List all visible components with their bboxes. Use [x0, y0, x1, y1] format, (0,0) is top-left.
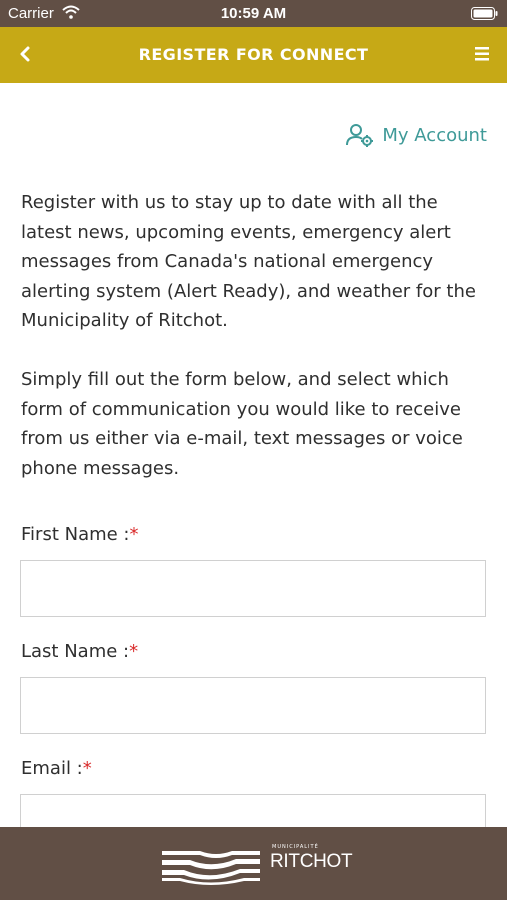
intro-paragraph: Register with us to stay up to date with all the latest news, upcoming events, emergency alert messages from Canada's national emergency alerting system (Alert Ready), and weather for the Municipality of Ritchot.	[21, 192, 476, 331]
battery-icon	[471, 7, 498, 20]
clock: 10:59 AM	[220, 5, 287, 22]
last-name-label: Last Name :*	[21, 641, 139, 662]
last-name-input[interactable]	[20, 677, 486, 734]
carrier-label: Carrier	[8, 5, 54, 22]
required-marker: *	[129, 641, 139, 662]
logo-subtitle: MUNICIPALITÉ	[272, 844, 319, 850]
status-bar	[0, 0, 507, 27]
intro-text	[21, 188, 491, 513]
hamburger-menu-icon[interactable]	[473, 45, 491, 63]
email-label: Email :*	[21, 758, 92, 779]
intro-paragraph: Simply fill out the form below, and select which form of communication you would like to receive from us either via e-mail, text messages or voice phone messages.	[21, 369, 463, 479]
app-header	[0, 27, 507, 83]
my-account-link[interactable]	[346, 122, 487, 148]
user-settings-icon	[346, 123, 374, 147]
required-marker: *	[129, 524, 139, 545]
footer	[0, 827, 507, 900]
first-name-input[interactable]	[20, 560, 486, 617]
required-marker: *	[82, 758, 92, 779]
my-account-label: My Account	[382, 124, 487, 146]
first-name-label: First Name :*	[21, 524, 139, 545]
page-title: REGISTER FOR CONNECT	[138, 45, 369, 64]
logo-name: RITCHOT	[270, 851, 353, 872]
